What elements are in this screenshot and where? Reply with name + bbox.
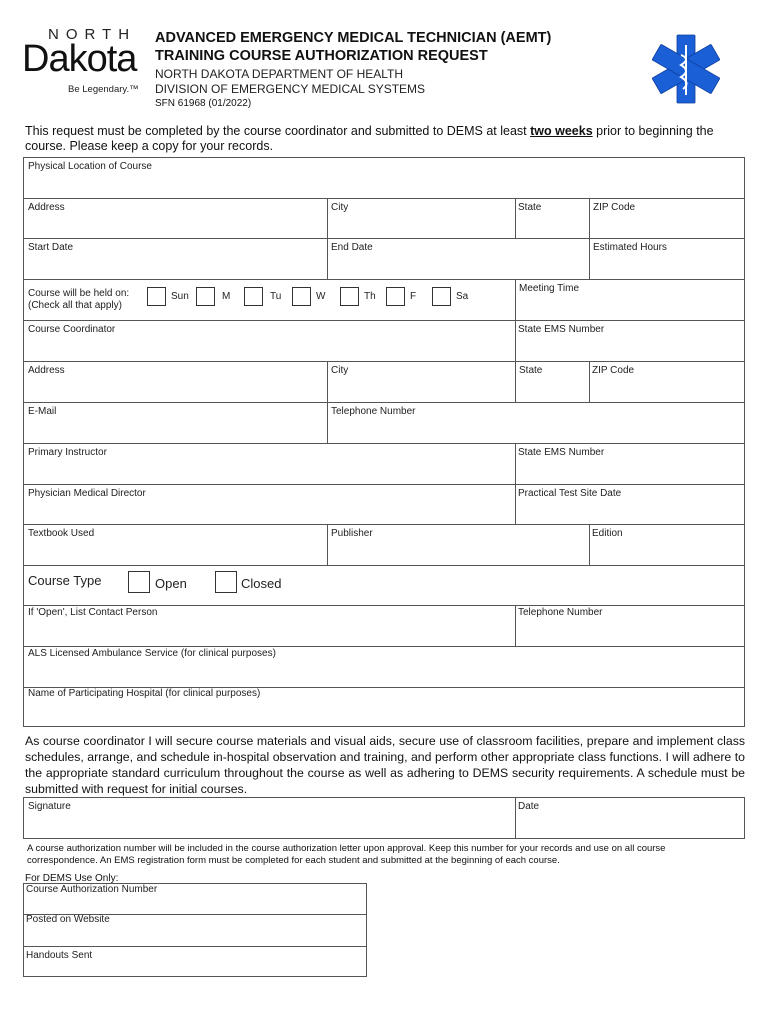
physician-director-field[interactable]: Physician Medical Director [28, 488, 146, 499]
logo-north: NORTH [48, 26, 137, 43]
course-type-open-checkbox[interactable] [128, 571, 150, 593]
held-on-hint: (Check all that apply) [28, 300, 122, 311]
day-checkbox-th[interactable] [340, 287, 359, 306]
coordinator-state-field[interactable]: State [519, 365, 543, 376]
signature-date-field[interactable]: Date [518, 801, 540, 812]
coordinator-zip-field[interactable]: ZIP Code [592, 365, 635, 376]
textbook-field[interactable]: Textbook Used [28, 528, 95, 539]
day-checkbox-sun[interactable] [147, 287, 166, 306]
intro-emphasis: two weeks [530, 124, 593, 138]
day-label-sa: Sa [456, 291, 469, 302]
intro-text: This request must be completed by the course coordinator and submitted to DEMS at least two weeks prior to beginning the course. Please keep a copy for your records. [25, 124, 714, 153]
division-name: DIVISION OF EMERGENCY MEDICAL SYSTEMS [155, 82, 426, 96]
form-number: SFN 61968 (01/2022) [155, 98, 252, 109]
day-checkbox-f[interactable] [386, 287, 405, 306]
signature-box [23, 797, 745, 839]
address-field[interactable]: Address [28, 202, 65, 213]
day-label-m: M [222, 291, 231, 302]
logo-dakota: Dakota [22, 38, 137, 80]
auth-number-field[interactable]: Course Authorization Number [26, 884, 158, 895]
als-service-field[interactable]: ALS Licensed Ambulance Service (for clinical purposes) [28, 648, 276, 659]
zip-field[interactable]: ZIP Code [593, 202, 636, 213]
held-on-label: Course will be held on: [28, 288, 130, 299]
practical-test-date-field[interactable]: Practical Test Site Date [518, 488, 622, 499]
course-request-form [23, 157, 745, 727]
day-checkbox-sa[interactable] [432, 287, 451, 306]
end-date-field[interactable]: End Date [331, 242, 373, 253]
state-field[interactable]: State [518, 202, 542, 213]
coordinator-address-field[interactable]: Address [28, 365, 65, 376]
day-label-th: Th [364, 291, 376, 302]
course-type-open-label: Open [155, 576, 187, 591]
primary-instructor-field[interactable]: Primary Instructor [28, 447, 107, 458]
form-title-line1: ADVANCED EMERGENCY MEDICAL TECHNICIAN (AEMT) [155, 30, 552, 46]
posted-website-field[interactable]: Posted on Website [26, 914, 110, 925]
meeting-time-field[interactable]: Meeting Time [519, 283, 580, 294]
hospital-field[interactable]: Name of Participating Hospital (for clinical purposes) [28, 688, 261, 699]
physical-location-field[interactable]: Physical Location of Course [28, 161, 152, 172]
coordinator-agreement: As course coordinator I will secure course materials and visual aids, secure use of classroom facilities, prepare and implement class schedules, arrange, and schedule in-hospital observation and training, and perform other appropriate class functions. I will adhere to the appropriate standard curriculum throughout the course as well as adhering to DEMS security requirements. A schedule must be submitted with request for initial courses. [25, 734, 745, 796]
course-type-closed-checkbox[interactable] [215, 571, 237, 593]
day-checkbox-w[interactable] [292, 287, 311, 306]
instructor-ems-number-field[interactable]: State EMS Number [518, 447, 605, 458]
coordinator-ems-number-field[interactable]: State EMS Number [518, 324, 605, 335]
signature-field[interactable]: Signature [28, 801, 71, 812]
email-field[interactable]: E-Mail [28, 406, 57, 417]
telephone-field[interactable]: Telephone Number [331, 406, 416, 417]
handouts-sent-field[interactable]: Handouts Sent [26, 950, 93, 961]
dems-use-title: For DEMS Use Only: [25, 873, 119, 884]
dems-use-box [23, 883, 367, 977]
course-type-label: Course Type [28, 573, 102, 588]
star-of-life-icon [650, 33, 722, 105]
day-checkbox-tu[interactable] [244, 287, 263, 306]
city-field[interactable]: City [331, 202, 349, 213]
day-checkbox-m[interactable] [196, 287, 215, 306]
day-label-tu: Tu [270, 291, 282, 302]
open-contact-field[interactable]: If 'Open', List Contact Person [28, 607, 158, 618]
logo-tagline: Be Legendary.™ [68, 84, 139, 95]
day-label-f: F [410, 291, 417, 302]
day-label-w: W [316, 291, 326, 302]
coordinator-city-field[interactable]: City [331, 365, 349, 376]
start-date-field[interactable]: Start Date [28, 242, 74, 253]
department-name: NORTH DAKOTA DEPARTMENT OF HEALTH [155, 67, 404, 81]
form-title-line2: TRAINING COURSE AUTHORIZATION REQUEST [155, 48, 488, 64]
course-coordinator-field[interactable]: Course Coordinator [28, 324, 116, 335]
authorization-note: A course authorization number will be included in the course authorization letter upon approval. Keep this number for your records and use on all course correspondence. An EMS registration form must be completed for each student and submitted at the beginning of each course. [27, 843, 666, 866]
edition-field[interactable]: Edition [592, 528, 623, 539]
publisher-field[interactable]: Publisher [331, 528, 373, 539]
day-label-sun: Sun [171, 291, 189, 302]
contact-telephone-field[interactable]: Telephone Number [518, 607, 603, 618]
estimated-hours-field[interactable]: Estimated Hours [593, 242, 667, 253]
course-type-closed-label: Closed [241, 576, 282, 591]
